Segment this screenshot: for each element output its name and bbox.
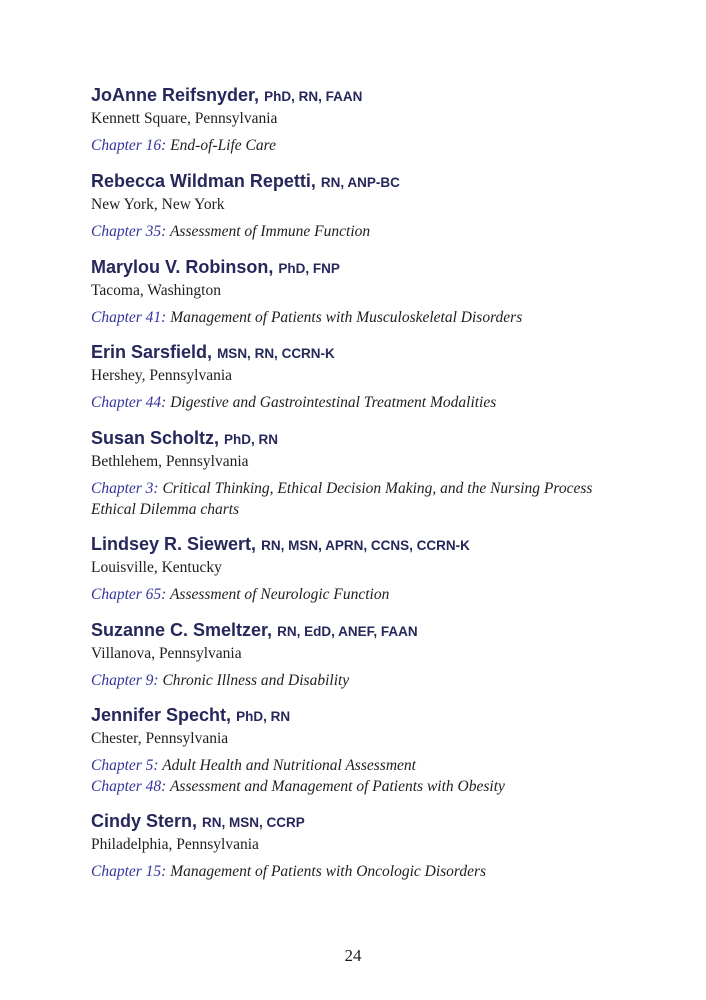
chapter-label: Chapter 9: xyxy=(91,672,159,689)
chapter-title: Chronic Illness and Disability xyxy=(162,672,350,689)
contributor-entry xyxy=(91,810,671,882)
contributor-name-line xyxy=(91,84,671,108)
chapter-line xyxy=(91,221,671,242)
chapter-list xyxy=(91,584,671,605)
chapter-list xyxy=(91,478,671,520)
contributor-location: Philadelphia, Pennsylvania xyxy=(91,836,259,853)
chapter-line xyxy=(91,478,671,499)
contributor-name-line xyxy=(91,704,671,728)
contributor-name: Rebecca Wildman Repetti, xyxy=(91,171,316,191)
chapter-title: Assessment of Immune Function xyxy=(169,223,371,240)
contributor-credentials: RN, MSN, APRN, CCNS, CCRN-K xyxy=(261,538,470,553)
chapter-label: Chapter 35: xyxy=(91,223,167,240)
chapter-list xyxy=(91,861,671,882)
chapter-label: Chapter 44: xyxy=(91,394,167,411)
contributor-name: Lindsey R. Siewert, xyxy=(91,534,257,554)
contributor-credentials: RN, EdD, ANEF, FAAN xyxy=(277,624,418,639)
chapter-list xyxy=(91,135,671,156)
contributor-location: Louisville, Kentucky xyxy=(91,559,222,576)
chapter-label: Chapter 16: xyxy=(91,137,167,154)
contributor-entry xyxy=(91,427,671,520)
contributor-name-line xyxy=(91,341,671,365)
chapter-line xyxy=(91,584,671,605)
chapter-line xyxy=(91,392,671,413)
chapter-list xyxy=(91,221,671,242)
contributor-credentials: PhD, FNP xyxy=(278,261,340,276)
chapter-label: Chapter 15: xyxy=(91,863,167,880)
contributor-location: Chester, Pennsylvania xyxy=(91,730,229,747)
chapter-label: Chapter 41: xyxy=(91,309,167,326)
contributor-credentials: PhD, RN, FAAN xyxy=(264,89,363,104)
chapter-line xyxy=(91,499,671,520)
contributor-credentials: PhD, RN xyxy=(236,709,291,724)
contributor-name: Susan Scholtz, xyxy=(91,428,220,448)
contributor-name-line xyxy=(91,256,671,280)
chapter-title: Assessment of Neurologic Function xyxy=(169,586,390,603)
chapter-title: Assessment and Management of Patients with Obesity xyxy=(169,778,505,795)
contributor-entry xyxy=(91,256,671,328)
contributor-name: Cindy Stern, xyxy=(91,811,198,831)
contributor-name: Erin Sarsfield, xyxy=(91,342,213,362)
chapter-title: Management of Patients with Oncologic Disorders xyxy=(170,863,487,880)
contributor-location: Hershey, Pennsylvania xyxy=(91,367,233,384)
chapter-label: Chapter 65: xyxy=(91,586,167,603)
chapter-title: Digestive and Gastrointestinal Treatment Modalities xyxy=(170,394,497,411)
chapter-label: Chapter 48: xyxy=(91,778,167,795)
contributor-entry xyxy=(91,341,671,413)
chapter-line xyxy=(91,135,671,156)
contributor-name: Jennifer Specht, xyxy=(91,705,232,725)
chapter-line xyxy=(91,755,671,776)
contributor-entry xyxy=(91,84,671,156)
contributor-credentials: PhD, RN xyxy=(224,432,279,447)
contributor-credentials: RN, ANP-BC xyxy=(320,175,400,190)
chapter-label: Chapter 3: xyxy=(91,480,159,497)
chapter-list xyxy=(91,670,671,691)
chapter-list xyxy=(91,307,671,328)
chapter-title: Management of Patients with Musculoskeletal Disorders xyxy=(170,309,523,326)
contributor-name-line xyxy=(91,533,671,557)
contributor-entry xyxy=(91,619,671,691)
contributor-credentials: RN, MSN, CCRP xyxy=(202,815,305,830)
contributor-name: Marylou V. Robinson, xyxy=(91,257,274,277)
page-number: 24 xyxy=(344,946,362,965)
contributor-location: New York, New York xyxy=(91,196,225,213)
contributor-entry xyxy=(91,533,671,605)
contributor-name-line xyxy=(91,619,671,643)
chapter-title: Ethical Dilemma charts xyxy=(91,501,240,518)
contributor-name-line xyxy=(91,170,671,194)
contributor-location: Kennett Square, Pennsylvania xyxy=(91,110,278,127)
chapter-line xyxy=(91,670,671,691)
contributor-location: Tacoma, Washington xyxy=(91,282,221,299)
contributor-name: Suzanne C. Smeltzer, xyxy=(91,620,273,640)
chapter-list xyxy=(91,755,671,797)
contributor-location: Villanova, Pennsylvania xyxy=(91,645,242,662)
contributor-entry xyxy=(91,704,671,797)
chapter-line xyxy=(91,776,671,797)
chapter-title: Critical Thinking, Ethical Decision Making, and the Nursing Process xyxy=(162,480,593,497)
chapter-list xyxy=(91,392,671,413)
chapter-label: Chapter 5: xyxy=(91,757,159,774)
chapter-title: End-of-Life Care xyxy=(170,137,276,154)
contributor-location: Bethlehem, Pennsylvania xyxy=(91,453,249,470)
contributor-entry xyxy=(91,170,671,242)
contributor-name: JoAnne Reifsnyder, xyxy=(91,85,260,105)
contributor-name-line xyxy=(91,427,671,451)
chapter-title: Adult Health and Nutritional Assessment xyxy=(162,757,416,774)
chapter-line xyxy=(91,307,671,328)
contributor-credentials: MSN, RN, CCRN-K xyxy=(217,346,335,361)
contributor-name-line xyxy=(91,810,671,834)
chapter-line xyxy=(91,861,671,882)
